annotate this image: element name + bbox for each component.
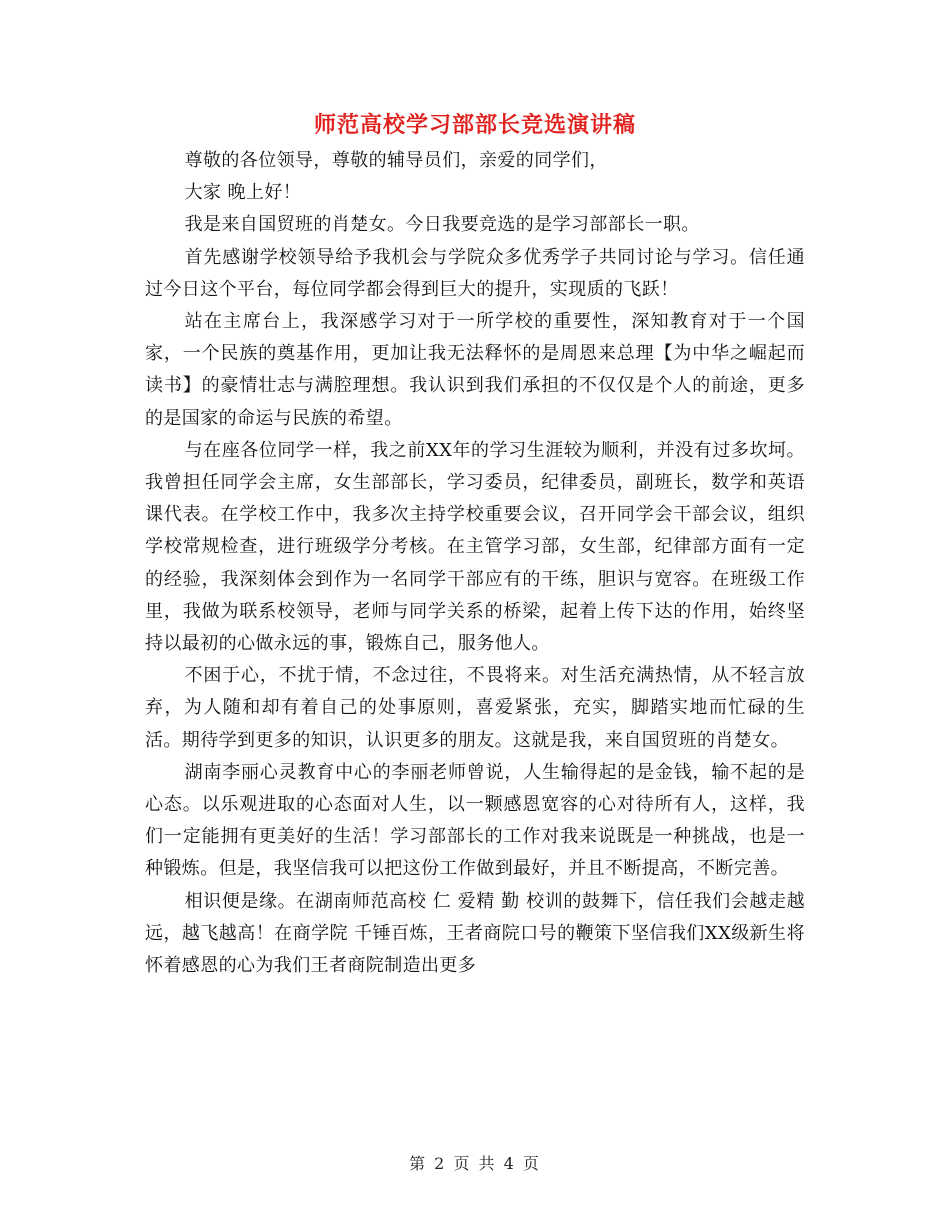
paragraph-personality: 不困于心，不扰于情，不念过往，不畏将来。对生活充满热情，从不轻言放弃，为人随和却有着自己的处事原则，喜爱紧张，充实，脚踏实地而忙碌的生活。期待学到更多的知识，认识更多的朋友。这就是我，来自国贸班的肖楚女。 <box>145 665 805 751</box>
document-body <box>145 145 805 982</box>
page-footer: 第 2 页 共 4 页 <box>409 1154 541 1173</box>
paragraph-greeting: 大家 晚上好！ <box>184 182 302 204</box>
document-title: 师范高校学习部部长竞选演讲稿 <box>313 112 636 138</box>
paragraph-intro: 我是来自国贸班的肖楚女。今日我要竞选的是学习部部长一职。 <box>184 214 700 236</box>
paragraph-salutation: 尊敬的各位领导，尊敬的辅导员们，亲爱的同学们， <box>184 150 608 171</box>
paragraph-attitude: 湖南李丽心灵教育中心的李丽老师曾说，人生输得起的是金钱，输不起的是心态。以乐观进取的心态面对人生，以一颗感恩宽容的心对待所有人，这样，我们一定能拥有更美好的生活！学习部部长的工作对我来说既是一种挑战，也是一种锻炼。但是，我坚信我可以把这份工作做到最好，并且不断提高，不断完善。 <box>145 761 805 880</box>
paragraph-experience: 与在座各位同学一样，我之前XX年的学习生涯较为顺利，并没有过多坎坷。我曾担任同学会主席，女生部部长，学习委员，纪律委员，副班长，数学和英语课代表。在学校工作中，我多次主持学校重要会议，召开同学会干部会议，组织学校常规检查，进行班级学分考核。在主管学习部，女生部，纪律部方面有一定的经验，我深刻体会到作为一名同学干部应有的干练，胆识与宽容。在班级工作里，我做为联系校领导，老师与同学关系的桥梁，起着上传下达的作用，始终坚持以最初的心做永远的事，锻炼自己，服务他人。 <box>145 439 805 655</box>
paragraph-awareness: 站在主席台上，我深感学习对于一所学校的重要性，深知教育对于一个国家，一个民族的奠基作用，更加让我无法释怀的是周恩来总理【为中华之崛起而读书】的豪情壮志与满腔理想。我认识到我们承担的不仅仅是个人的前途，更多的是国家的命运与民族的希望。 <box>145 311 805 429</box>
paragraph-thanks: 首先感谢学校领导给予我机会与学院众多优秀学子共同讨论与学习。信任通过今日这个平台，每位同学都会得到巨大的提升，实现质的飞跃！ <box>145 246 805 300</box>
paragraph-closing: 相识便是缘。在湖南师范高校 仁 爱精 勤 校训的鼓舞下，信任我们会越走越远，越飞越高！在商学院 千锤百炼，王者商院口号的鞭策下坚信我们XX级新生将怀着感恩的心为我们王者商院制造出更多 <box>145 890 805 977</box>
